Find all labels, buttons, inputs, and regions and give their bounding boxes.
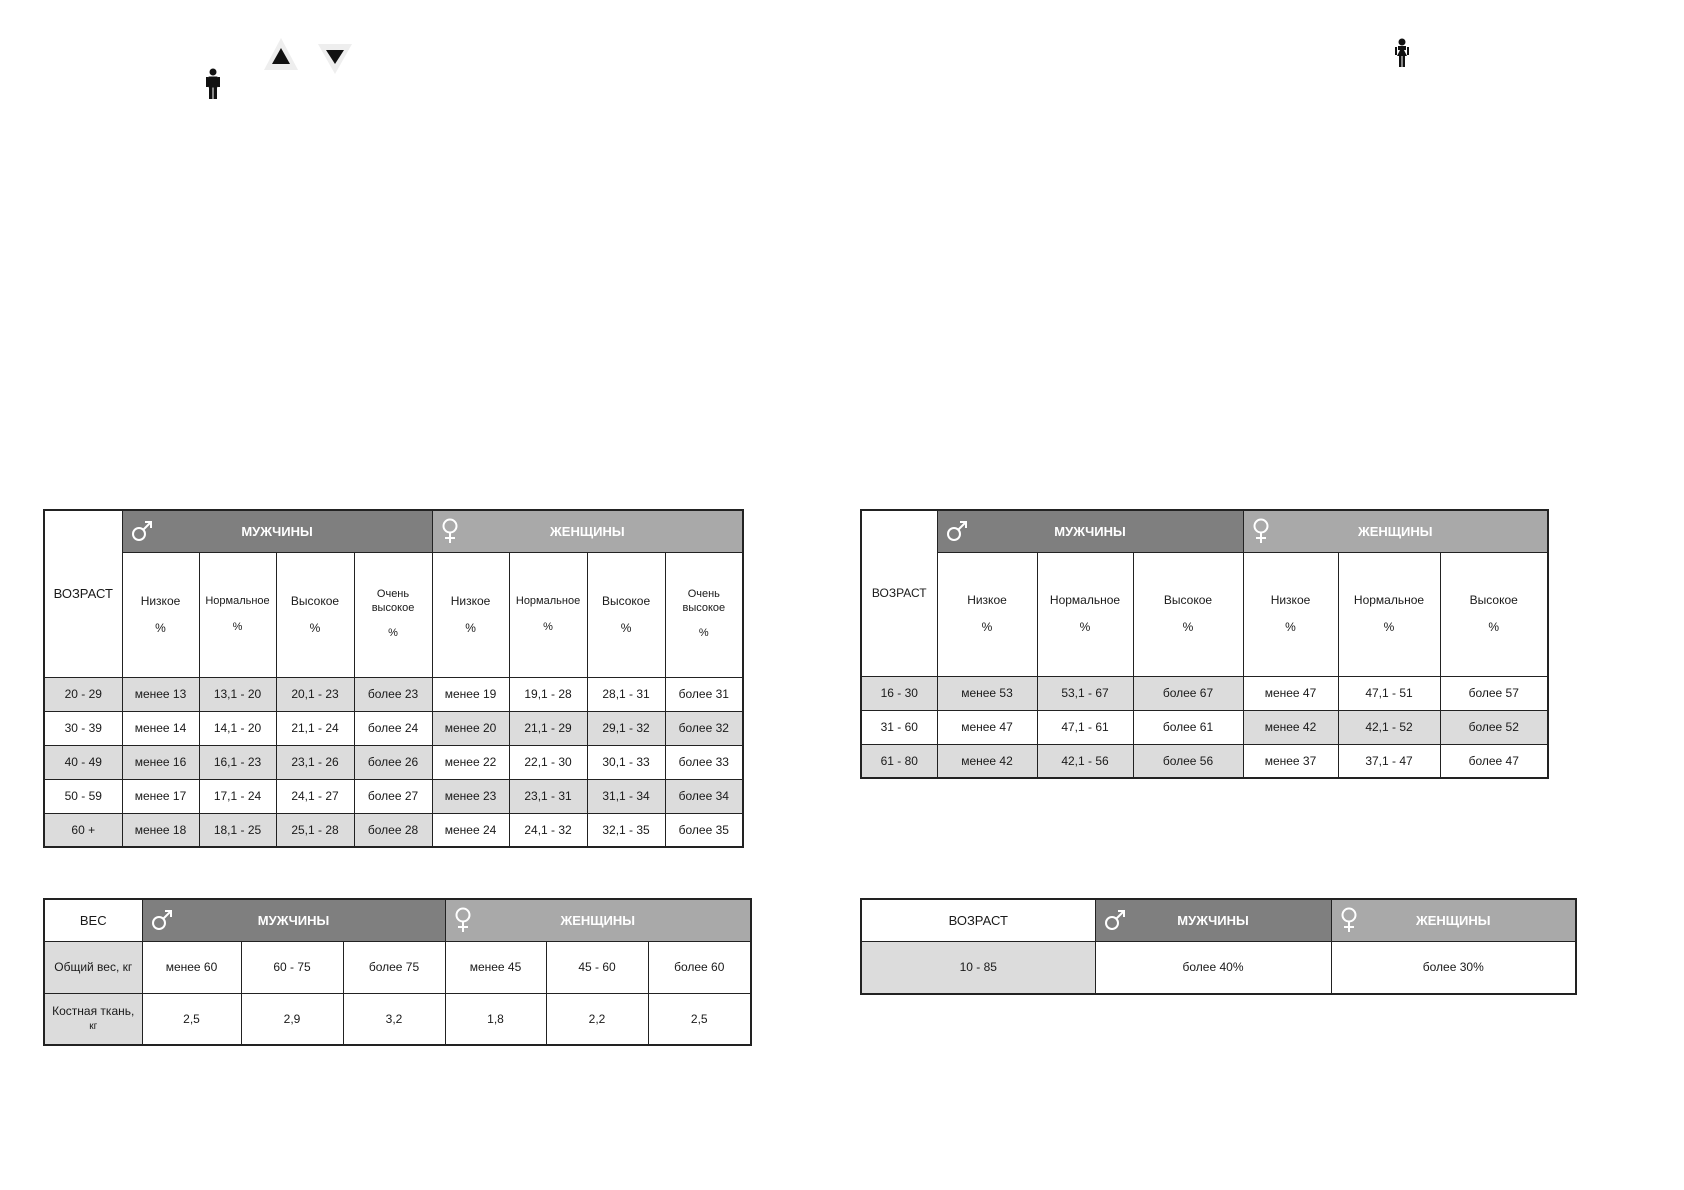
value-cell: менее 45 — [445, 941, 546, 993]
table-row — [44, 711, 743, 745]
value-cell: 18,1 - 25 — [199, 813, 276, 847]
women-label: ЖЕНЩИНЫ — [550, 523, 625, 539]
male-symbol-icon — [131, 520, 153, 542]
value-cell: 20,1 - 23 — [276, 677, 354, 711]
value-cell: 42,1 - 56 — [1037, 744, 1133, 778]
men-header — [122, 510, 432, 552]
bone-tissue-label: Костная ткань, кг — [44, 993, 142, 1045]
female-person-icon — [1395, 38, 1409, 68]
value-cell: менее 17 — [122, 779, 199, 813]
value-cell: более 33 — [665, 745, 743, 779]
table-row — [861, 676, 1548, 710]
female-symbol-icon — [454, 907, 472, 933]
value-cell: менее 24 — [432, 813, 509, 847]
value-cell: менее 42 — [937, 744, 1037, 778]
women-header — [445, 899, 751, 941]
value-cell: 19,1 - 28 — [509, 677, 587, 711]
men-header — [142, 899, 445, 941]
age-cell: 20 - 29 — [44, 677, 122, 711]
value-cell: 21,1 - 24 — [276, 711, 354, 745]
value-cell: менее 23 — [432, 779, 509, 813]
value-cell: менее 47 — [1243, 676, 1338, 710]
value-cell: более 30% — [1331, 941, 1576, 994]
value-cell: менее 13 — [122, 677, 199, 711]
value-cell: 16,1 - 23 — [199, 745, 276, 779]
age-cell: 16 - 30 — [861, 676, 937, 710]
value-cell: более 24 — [354, 711, 432, 745]
value-cell: 13,1 - 20 — [199, 677, 276, 711]
table-row — [44, 779, 743, 813]
value-cell: менее 16 — [122, 745, 199, 779]
value-cell: 22,1 - 30 — [509, 745, 587, 779]
women-header — [432, 510, 743, 552]
weight-header: ВЕС — [44, 899, 142, 941]
value-cell: 2,5 — [648, 993, 751, 1045]
table-row — [44, 677, 743, 711]
women-label: ЖЕНЩИНЫ — [560, 912, 636, 928]
value-cell: менее 47 — [937, 710, 1037, 744]
muscle-mass-table — [860, 898, 1577, 995]
value-cell: 29,1 - 32 — [587, 711, 665, 745]
value-cell: 45 - 60 — [546, 941, 648, 993]
total-weight-label: Общий вес, кг — [44, 941, 142, 993]
age-cell: 10 - 85 — [861, 941, 1095, 994]
col-normal-f: Нормальное % — [1338, 552, 1440, 676]
age-cell: 50 - 59 — [44, 779, 122, 813]
value-cell: более 67 — [1133, 676, 1243, 710]
triangle-down-icon[interactable] — [316, 42, 354, 76]
col-low-f: Низкое % — [432, 552, 509, 677]
table-row — [861, 941, 1576, 994]
col-normal-m: Нормальное % — [1037, 552, 1133, 676]
value-cell: более 27 — [354, 779, 432, 813]
value-cell: более 23 — [354, 677, 432, 711]
value-cell: 30,1 - 33 — [587, 745, 665, 779]
col-very-high-f: Очень высокое % — [665, 552, 743, 677]
value-cell: более 32 — [665, 711, 743, 745]
col-high-f: Высокое % — [587, 552, 665, 677]
women-header — [1331, 899, 1576, 941]
value-cell: более 40% — [1095, 941, 1331, 994]
value-cell: 47,1 - 61 — [1037, 710, 1133, 744]
age-cell: 40 - 49 — [44, 745, 122, 779]
value-cell: более 52 — [1440, 710, 1548, 744]
value-cell: 28,1 - 31 — [587, 677, 665, 711]
body-fat-table — [43, 509, 744, 848]
value-cell: 24,1 - 32 — [509, 813, 587, 847]
col-high-f: Высокое % — [1440, 552, 1548, 676]
col-low-f: Низкое % — [1243, 552, 1338, 676]
value-cell: менее 42 — [1243, 710, 1338, 744]
value-cell: 60 - 75 — [241, 941, 343, 993]
value-cell: 2,5 — [142, 993, 241, 1045]
value-cell: 23,1 - 31 — [509, 779, 587, 813]
value-cell: 42,1 - 52 — [1338, 710, 1440, 744]
table-row — [861, 744, 1548, 778]
age-header: ВОЗРАСТ — [44, 510, 122, 677]
value-cell: 14,1 - 20 — [199, 711, 276, 745]
value-cell: более 34 — [665, 779, 743, 813]
col-high-m: Высокое % — [276, 552, 354, 677]
col-high-m: Высокое % — [1133, 552, 1243, 676]
value-cell: менее 53 — [937, 676, 1037, 710]
value-cell: 25,1 - 28 — [276, 813, 354, 847]
women-label: ЖЕНЩИНЫ — [1358, 523, 1433, 539]
value-cell: менее 19 — [432, 677, 509, 711]
table-row — [44, 941, 751, 993]
female-symbol-icon — [1252, 518, 1270, 544]
bone-mass-table — [43, 898, 752, 1046]
female-symbol-icon — [441, 518, 459, 544]
female-symbol-icon — [1340, 907, 1358, 933]
value-cell: 3,2 — [343, 993, 445, 1045]
age-cell: 31 - 60 — [861, 710, 937, 744]
value-cell: 31,1 - 34 — [587, 779, 665, 813]
value-cell: менее 20 — [432, 711, 509, 745]
value-cell: более 60 — [648, 941, 751, 993]
value-cell: более 56 — [1133, 744, 1243, 778]
value-cell: более 61 — [1133, 710, 1243, 744]
men-header — [937, 510, 1243, 552]
value-cell: 17,1 - 24 — [199, 779, 276, 813]
male-person-icon — [206, 68, 220, 100]
women-label: ЖЕНЩИНЫ — [1415, 912, 1491, 928]
age-cell: 61 - 80 — [861, 744, 937, 778]
male-symbol-icon — [1104, 909, 1126, 931]
value-cell: 24,1 - 27 — [276, 779, 354, 813]
value-cell: 32,1 - 35 — [587, 813, 665, 847]
value-cell: 23,1 - 26 — [276, 745, 354, 779]
women-header — [1243, 510, 1548, 552]
table-row — [44, 745, 743, 779]
value-cell: менее 18 — [122, 813, 199, 847]
value-cell: менее 37 — [1243, 744, 1338, 778]
col-normal-m: Нормальное % — [199, 552, 276, 677]
col-normal-f: Нормальное % — [509, 552, 587, 677]
male-symbol-icon — [946, 520, 968, 542]
triangle-up-icon[interactable] — [262, 36, 300, 72]
age-cell: 30 - 39 — [44, 711, 122, 745]
age-cell: 60 + — [44, 813, 122, 847]
value-cell: более 26 — [354, 745, 432, 779]
men-header — [1095, 899, 1331, 941]
value-cell: 2,2 — [546, 993, 648, 1045]
value-cell: более 57 — [1440, 676, 1548, 710]
men-label: МУЖЧИНЫ — [241, 523, 313, 539]
value-cell: 21,1 - 29 — [509, 711, 587, 745]
value-cell: 1,8 — [445, 993, 546, 1045]
value-cell: 47,1 - 51 — [1338, 676, 1440, 710]
value-cell: 2,9 — [241, 993, 343, 1045]
men-label: МУЖЧИНЫ — [257, 912, 330, 928]
col-low-m: Низкое % — [122, 552, 199, 677]
value-cell: менее 60 — [142, 941, 241, 993]
value-cell: менее 14 — [122, 711, 199, 745]
table-row — [44, 813, 743, 847]
value-cell: 37,1 - 47 — [1338, 744, 1440, 778]
men-label: МУЖЧИНЫ — [1054, 523, 1126, 539]
age-header: ВОЗРАСТ — [861, 510, 937, 676]
col-low-m: Низкое % — [937, 552, 1037, 676]
value-cell: менее 22 — [432, 745, 509, 779]
value-cell: 53,1 - 67 — [1037, 676, 1133, 710]
col-very-high-m: Очень высокое % — [354, 552, 432, 677]
age-header: ВОЗРАСТ — [861, 899, 1095, 941]
value-cell: более 35 — [665, 813, 743, 847]
value-cell: более 75 — [343, 941, 445, 993]
body-water-table — [860, 509, 1549, 779]
value-cell: более 47 — [1440, 744, 1548, 778]
table-row — [861, 710, 1548, 744]
value-cell: более 28 — [354, 813, 432, 847]
table-row — [44, 993, 751, 1045]
male-symbol-icon — [151, 909, 173, 931]
men-label: МУЖЧИНЫ — [1177, 912, 1249, 928]
value-cell: более 31 — [665, 677, 743, 711]
